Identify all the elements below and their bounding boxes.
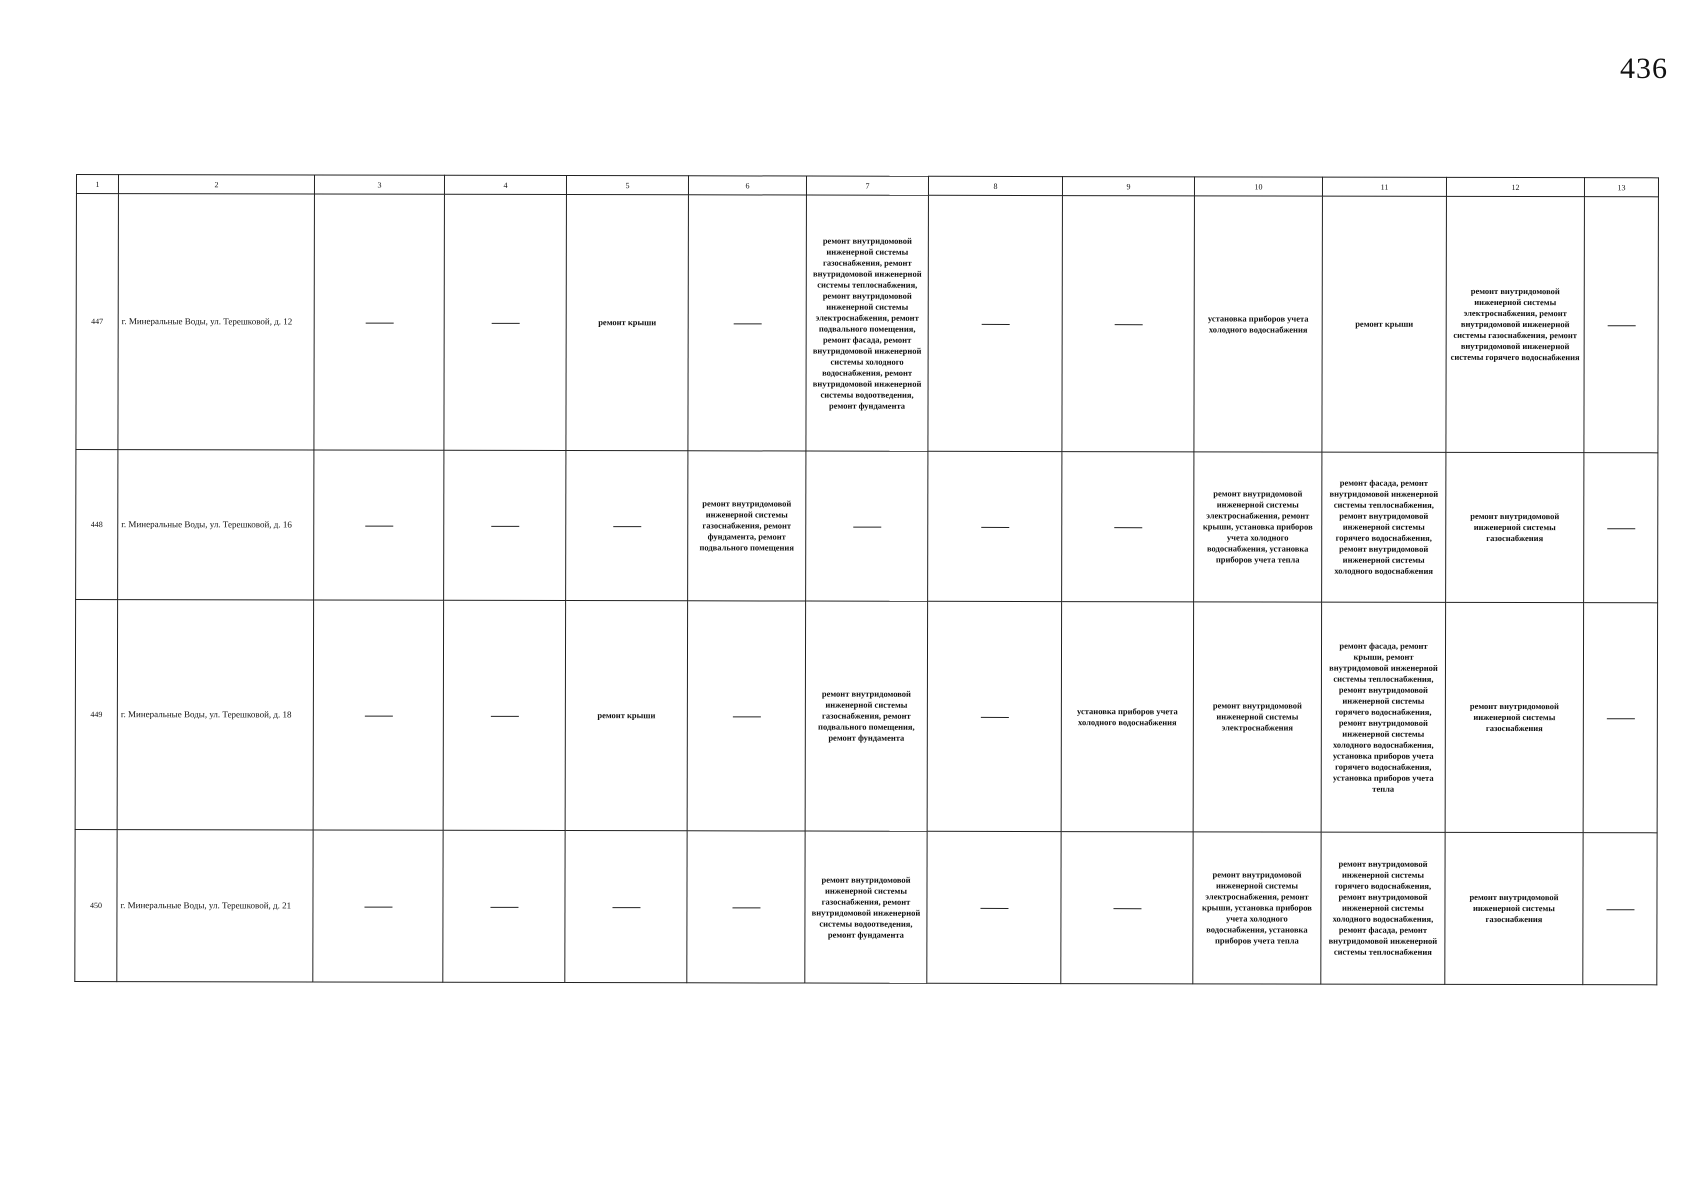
- empty-dash: [733, 323, 761, 324]
- work-cell: ремонт фасада, ремонт внутридомовой инженерной системы теплоснабжения, ремонт внутридомовой инженерной системы горячего водоснабжения, ремонт внутридомовой инженерной системы холодного водоснабжения: [1322, 452, 1446, 602]
- work-cell: ремонт крыши: [1322, 196, 1447, 452]
- empty-dash: [491, 525, 519, 526]
- column-header: 6: [688, 176, 806, 195]
- work-cell: [313, 600, 443, 830]
- empty-dash: [364, 715, 392, 716]
- empty-dash: [364, 906, 392, 907]
- empty-dash: [612, 907, 640, 908]
- column-header: 4: [444, 175, 566, 194]
- work-cell: [1061, 832, 1193, 984]
- work-cell: ремонт внутридомовой инженерной системы газоснабжения, ремонт внутридомовой инженерной системы водоотведения, ремонт фундамента: [805, 831, 927, 983]
- work-cell: ремонт крыши: [566, 195, 689, 451]
- work-cell: [443, 830, 565, 982]
- work-cell: [313, 830, 443, 982]
- work-cell: ремонт внутридомовой инженерной системы газоснабжения, ремонт фундамента, ремонт подвального помещения: [688, 451, 806, 601]
- column-header: 5: [566, 176, 688, 195]
- column-header: 12: [1446, 177, 1584, 196]
- row-number: 447: [76, 194, 119, 450]
- column-header: 9: [1062, 177, 1194, 196]
- empty-dash: [853, 526, 881, 527]
- work-cell: ремонт внутридомовой инженерной системы газоснабжения: [1445, 602, 1583, 832]
- work-cell: [687, 601, 805, 831]
- work-cell: ремонт фасада, ремонт крыши, ремонт внутридомовой инженерной системы теплоснабжения, ремонт внутридомовой инженерной системы горячего водоснабжения, ремонт внутридомовой инженерной системы холодного водоснабжения, установка приборов учета горячего водоснабжения, установка приборов учета тепла: [1321, 602, 1445, 832]
- empty-dash: [732, 716, 760, 717]
- work-cell: [1062, 196, 1195, 452]
- work-cell: [928, 451, 1062, 601]
- empty-dash: [1607, 325, 1635, 326]
- work-cell: [1583, 833, 1657, 985]
- work-cell: ремонт внутридомовой инженерной системы горячего водоснабжения, ремонт внутридомовой инженерной системы холодного водоснабжения, ремонт фасада, ремонт внутридомовой инженерной системы теплоснабжения: [1321, 832, 1445, 984]
- work-cell: [444, 194, 567, 450]
- row-number: 449: [75, 600, 117, 830]
- work-cell: установка приборов учета холодного водоснабжения: [1194, 196, 1323, 452]
- work-cell: [444, 450, 566, 600]
- empty-dash: [365, 322, 393, 323]
- column-header: 8: [928, 176, 1062, 195]
- work-cell: ремонт внутридомовой инженерной системы электроснабжения: [1193, 602, 1321, 832]
- column-header: 10: [1194, 177, 1322, 196]
- work-cell: ремонт внутридомовой инженерной системы электроснабжения, ремонт крыши, установка приборов учета холодного водоснабжения, установка приборов учета тепла: [1193, 832, 1321, 984]
- address-cell: г. Минеральные Воды, ул. Терешковой, д. 18: [117, 600, 313, 830]
- table-row: [76, 450, 1658, 603]
- row-number: 448: [76, 450, 118, 600]
- work-cell: [806, 451, 928, 601]
- column-header: 11: [1322, 177, 1446, 196]
- address-cell: г. Минеральные Воды, ул. Терешковой, д. 16: [118, 450, 314, 600]
- address-cell: г. Минеральные Воды, ул. Терешковой, д. 21: [117, 830, 313, 982]
- work-cell: [566, 451, 688, 601]
- column-header: 1: [76, 175, 118, 194]
- empty-dash: [1113, 908, 1141, 909]
- work-cell: [443, 600, 565, 830]
- work-cell: ремонт внутридомовой инженерной системы газоснабжения: [1445, 832, 1583, 984]
- empty-dash: [980, 907, 1008, 908]
- work-cell: ремонт крыши: [565, 601, 687, 831]
- work-cell: [1584, 197, 1659, 453]
- work-cell: установка приборов учета холодного водоснабжения: [1061, 602, 1193, 832]
- column-header: 7: [806, 176, 928, 195]
- empty-dash: [613, 526, 641, 527]
- work-cell: ремонт внутридомовой инженерной системы электроснабжения, ремонт крыши, установка приборов учета холодного водоснабжения, установка приборов учета тепла: [1194, 452, 1322, 602]
- empty-dash: [1114, 527, 1142, 528]
- empty-dash: [365, 525, 393, 526]
- address-cell: г. Минеральные Воды, ул. Терешковой, д. 12: [118, 194, 315, 450]
- column-header: 2: [118, 175, 314, 194]
- work-cell: ремонт внутридомовой инженерной системы электроснабжения, ремонт внутридомовой инженерной системы газоснабжения, ремонт внутридомовой инженерной системы горячего водоснабжения: [1446, 196, 1585, 452]
- empty-dash: [981, 526, 1009, 527]
- page-number: 436: [1620, 52, 1668, 85]
- repair-schedule-table: [74, 174, 1659, 985]
- empty-dash: [1607, 528, 1635, 529]
- table-row: [75, 600, 1657, 833]
- work-cell: [928, 195, 1063, 451]
- work-cell: [314, 194, 445, 450]
- empty-dash: [732, 907, 760, 908]
- work-cell: ремонт внутридомовой инженерной системы газоснабжения, ремонт подвального помещения, ремонт фундамента: [805, 601, 927, 831]
- empty-dash: [490, 906, 518, 907]
- work-cell: [314, 450, 444, 600]
- empty-dash: [980, 716, 1008, 717]
- empty-dash: [1114, 324, 1142, 325]
- work-cell: [565, 831, 687, 983]
- row-number: 450: [75, 829, 117, 981]
- work-cell: ремонт внутридомовой инженерной системы газоснабжения: [1446, 452, 1584, 602]
- work-cell: [688, 195, 807, 451]
- table-row: [76, 194, 1659, 453]
- work-cell: [927, 601, 1061, 831]
- column-header: 13: [1584, 178, 1658, 197]
- column-header: 3: [314, 175, 444, 194]
- work-cell: [1062, 452, 1194, 602]
- empty-dash: [981, 323, 1009, 324]
- empty-dash: [490, 715, 518, 716]
- empty-dash: [491, 322, 519, 323]
- empty-dash: [1606, 718, 1634, 719]
- table-row: [75, 829, 1657, 984]
- work-cell: ремонт внутридомовой инженерной системы газоснабжения, ремонт внутридомовой инженерной системы теплоснабжения, ремонт внутридомовой инженерной системы электроснабжения, ремонт подвального помещения, ремонт фасада, ремонт внутридомовой инженерной системы холодного водоснабжения, ремонт внутридомовой инженерной системы водоотведения, ремонт фундамента: [806, 195, 929, 451]
- work-cell: [927, 831, 1061, 983]
- work-cell: [1584, 453, 1658, 603]
- empty-dash: [1606, 909, 1634, 910]
- work-cell: [687, 831, 805, 983]
- work-cell: [1583, 603, 1657, 833]
